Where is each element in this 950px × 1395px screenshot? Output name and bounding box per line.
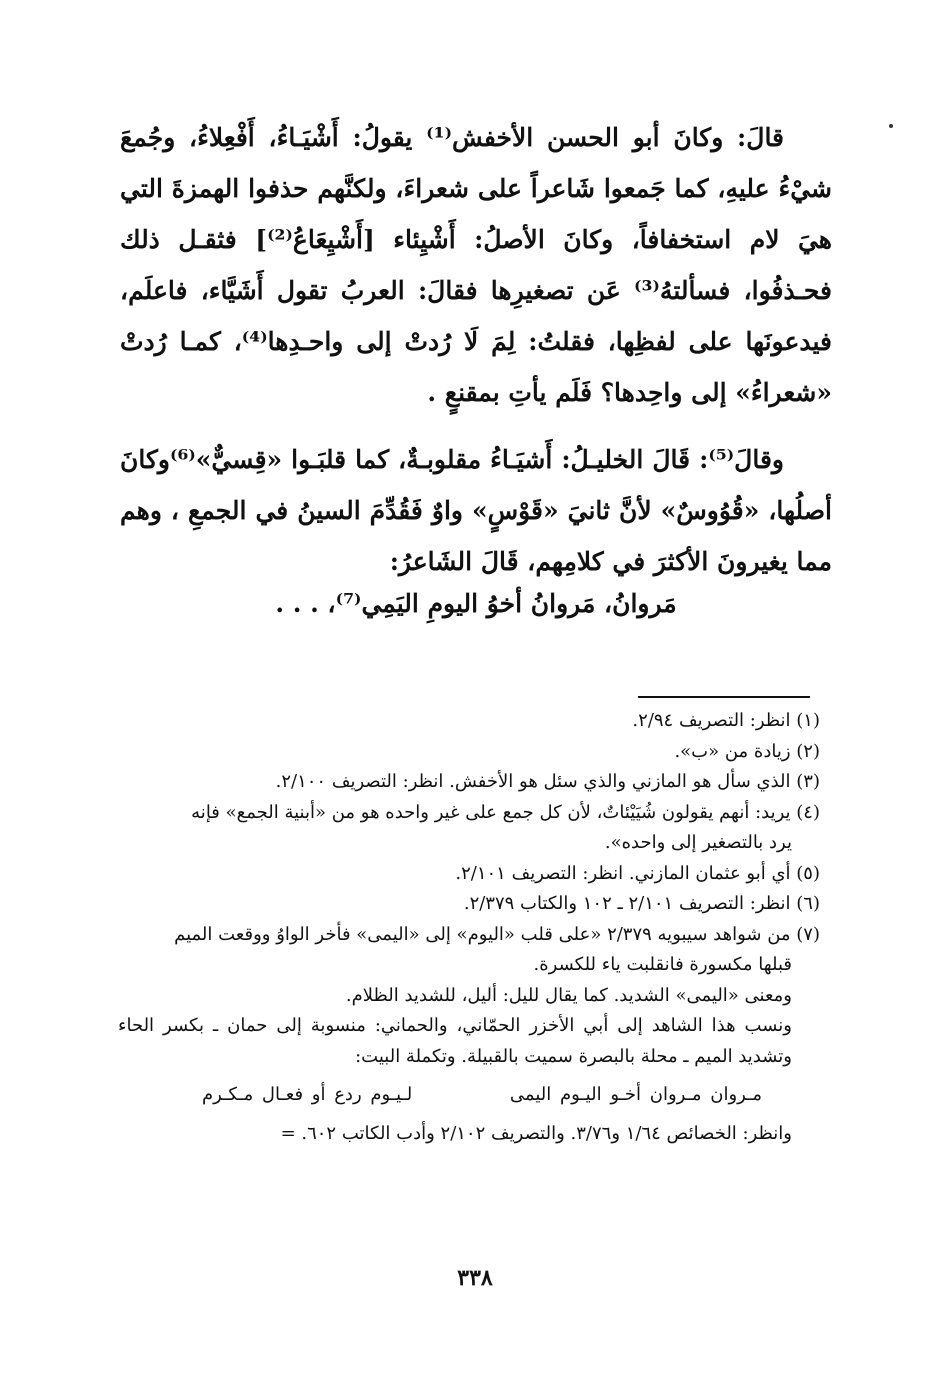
verse-first-hemistich: مـروان مـروان أخـو اليـوم اليمى <box>509 1084 762 1105</box>
footnote-2: (٢) زيادة من «ب». <box>674 740 820 762</box>
verse-second-hemistich: لـيـوم ردع أو فعـال مـكـرم <box>202 1084 413 1105</box>
poetry-verse: مَروانُ، مَروانُ أخوُ اليومِ اليَمِي⁽⁷⁾، . . . <box>275 589 677 618</box>
footnote-6: (٦) انظر: التصريف ٢/١٠١ ـ ١٠٢ والكتاب ٢/٣٧٩. <box>463 893 820 914</box>
footnote-4: (٤) يريد: أنهم يقولون شُيَيْئاتٌ، لأن كل جمع على غير واحده هو من «أبنية الجمع» فإنه <box>191 801 820 823</box>
footnote-separator <box>638 696 810 698</box>
footnotes <box>118 706 820 1149</box>
page-number: ٣٣٨ <box>457 1265 493 1291</box>
footnote-7-attribution: ونسب هذا الشاهد إلى أبي الأخزر الحمّاني، والحماني: منسوبة إلى حمان ـ بكسر الحاء وتشديد الميم ـ محلة بالبصرة سميت بالقبيلة. وتكملة البيت: <box>118 1015 792 1067</box>
footnote-5: (٥) أي أبو عثمان المازني. انظر: التصريف ٢/١٠١. <box>455 862 820 884</box>
footnote-7-meaning: ومعنى «اليمى» الشديد. كما يقال لليل: أليل، للشديد الظلام. <box>345 984 792 1006</box>
paragraph-khalil: وقالَ⁽⁵⁾: قَالَ الخليـلُ: أَشيَـاءُ مقلوبـةٌ، كما قلبَـوا «قِسيٌّ»⁽⁶⁾وكانَ أصلُها، «قُوُوسٌ» لأنَّ ثانيَ «قَوْسٍ» واوٌ فَقُدِّمَ السينُ في الجمعِ ، وهم مما يغيرونَ الأكثرَ في كلامِهم، قَالَ الشَاعرُ: <box>120 445 832 576</box>
footnote-4-continuation: يرد بالتصغير إلى واحده». <box>604 832 792 853</box>
footnote-7: (٧) من شواهد سيبويه ٢/٣٧٩ «على قلب «اليوم» إلى «اليمى» فأخر الواوُ ووقعت الميم <box>174 923 820 945</box>
footnote-verse <box>202 1080 790 1111</box>
main-text <box>120 112 832 587</box>
footnote-7-references: وانظر: الخصائص ١/٦٤ و٣/٧٦. والتصريف ٢/١٠٢ وأدب الكاتب ٦٠٢. = <box>280 1122 792 1144</box>
paragraph-akhfash: قالَ: وكانَ أبو الحسن الأخفش⁽¹⁾ يقولُ: أَشْيَـاءُ، أَفْعِلاءُ، وجُمعَ شيْءُ عليهِ، كما جَمعوا شَاعراً على شعراءَ، ولكنَّهم حذفوا الهمزةَ التي هيَ لام استخفافاً، وكانَ الأصلُ: أَشْيِئاء [أَشْيِعَاعُ⁽²⁾] فثقـل ذلك فحـذفُوا، فسألتهُ⁽³⁾ عَن تصغيرِها فقالَ: العربُ تقول أَشَيَّاء، فاعلَم، فيدعونَها على لفظِها، فقلتُ: لِمَ لَا رُدتْ إلى واحـدِها⁽⁴⁾، كمـا رُدتْ «شعراءُ» إلى واحِدها؟ فَلَم يأتِ بمقنعٍ . <box>120 123 833 407</box>
ink-speck <box>889 124 893 128</box>
footnote-3: (٣) الذي سأل هو المازني والذي سئل هو الأخفش. انظر: التصريف ٢/١٠٠. <box>275 771 820 792</box>
footnote-1: (١) انظر: التصريف ٢/٩٤. <box>632 710 820 731</box>
footnote-7-continuation: قبلها مكسورة فانقلبت ياء للكسرة. <box>533 954 792 975</box>
